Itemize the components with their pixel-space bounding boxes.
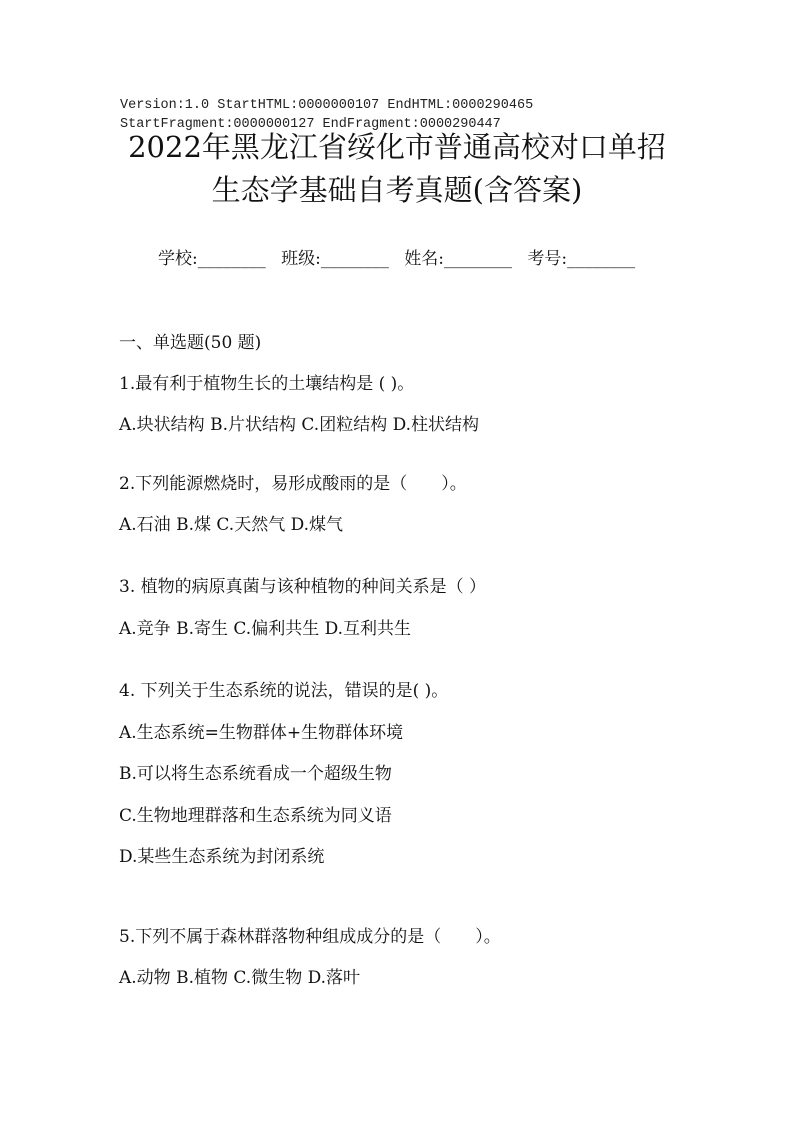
document-title-line-1: 2022年黑龙江省绥化市普通高校对口单招 xyxy=(128,130,666,164)
question-stem: 4. 下列关于生态系统的说法，错误的是( )。 xyxy=(119,681,449,701)
question-options: A.动物 B.植物 C.微生物 D.落叶 xyxy=(119,968,361,988)
document-title-line-2: 生态学基础自考真题(含答案) xyxy=(211,173,583,207)
question-option: B.可以将生态系统看成一个超级生物 xyxy=(119,764,392,784)
question-stem: 2.下列能源燃烧时，易形成酸雨的是（ ）。 xyxy=(119,474,467,494)
school-field: 学校:________ xyxy=(158,249,266,269)
section-heading: 一、单选题(50 题) xyxy=(119,333,262,353)
exam-number-field: 考号:________ xyxy=(527,249,636,269)
class-field: 班级:________ xyxy=(281,249,389,269)
question-options: A.石油 B.煤 C.天然气 D.煤气 xyxy=(119,515,344,535)
question-stem: 1.最有利于植物生长的土壤结构是 ( )。 xyxy=(119,374,415,394)
name-field: 姓名:________ xyxy=(404,249,513,269)
question-option: C.生物地理群落和生态系统为同义语 xyxy=(119,806,392,826)
question-options: A.竞争 B.寄生 C.偏利共生 D.互利共生 xyxy=(119,619,412,639)
question-option: A.生态系统=生物群体+生物群体环境 xyxy=(119,723,404,743)
question-option: D.某些生态系统为封闭系统 xyxy=(119,847,325,867)
metadata-line: Version:1.0 StartHTML:0000000107 EndHTML:0000290465 xyxy=(120,98,534,113)
question-stem: 5.下列不属于森林群落物种组成成分的是（ ）。 xyxy=(119,927,501,947)
student-info-row xyxy=(158,246,645,272)
question-stem: 3. 植物的病原真菌与该种植物的种间关系是（ ） xyxy=(119,577,487,597)
metadata-line: StartFragment:0000000127 EndFragment:0000290447 xyxy=(120,117,501,132)
question-options: A.块状结构 B.片状结构 C.团粒结构 D.柱状结构 xyxy=(119,415,480,435)
